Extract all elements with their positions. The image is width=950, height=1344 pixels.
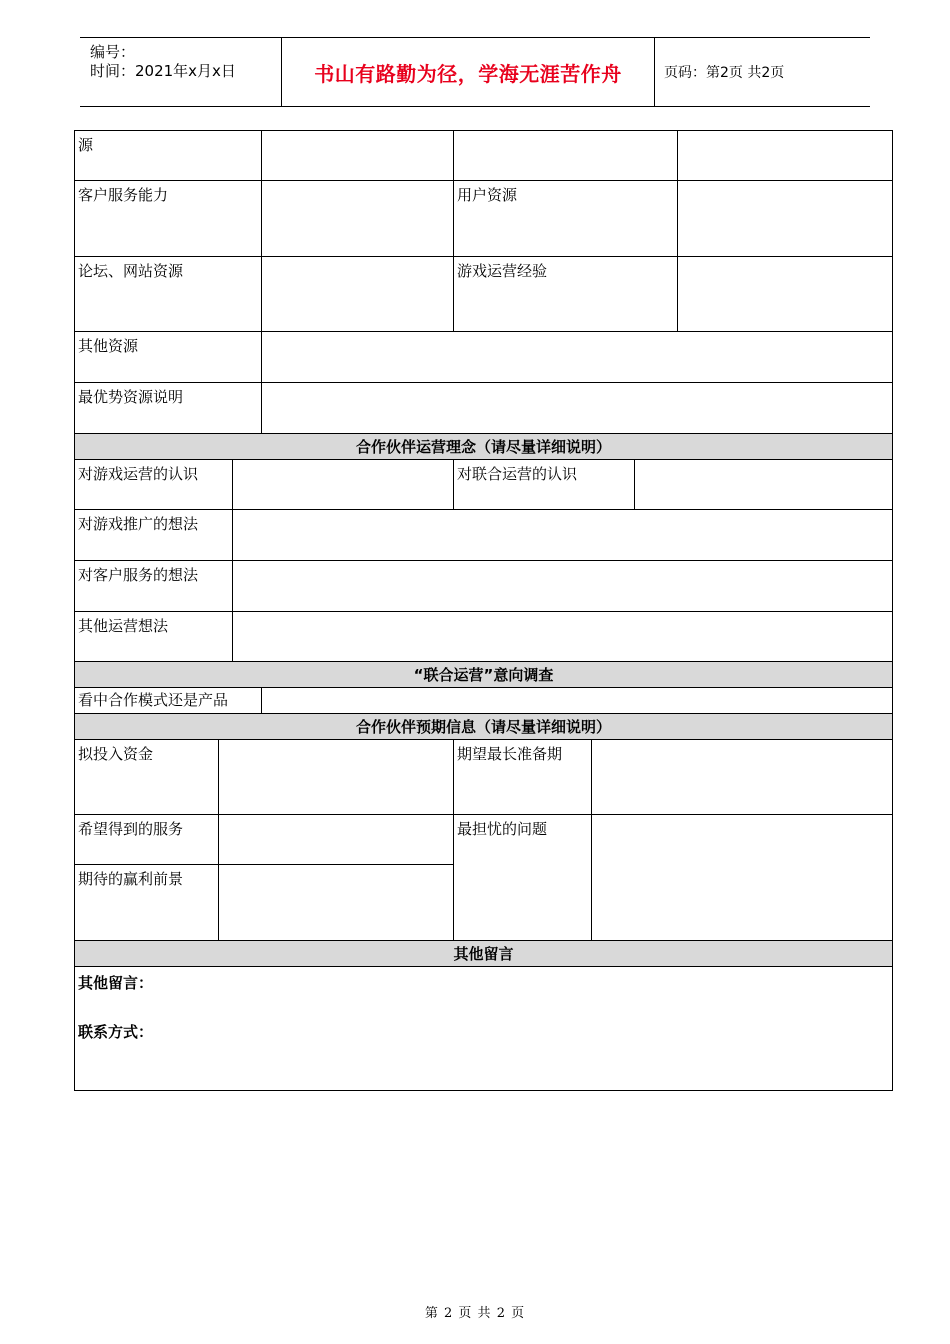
field-game-ops-experience[interactable] [677,256,893,332]
field-other-ops-ideas[interactable] [232,611,893,662]
field-model-or-product[interactable] [261,687,893,714]
header-meta [80,38,280,106]
section-title-philosophy: 合作伙伴运营理念（请尽量详细说明） [74,433,893,460]
section-title-expectations: 合作伙伴预期信息（请尽量详细说明） [74,713,893,740]
label-biggest-concern: 最担忧的问题 [453,814,592,941]
field-resources-cont[interactable] [261,130,454,181]
field-expected-profit[interactable] [218,864,454,941]
field-planned-investment[interactable] [218,739,454,815]
label-expected-profit: 期待的赢利前景 [74,864,219,941]
section-title-survey: “联合运营”意向调查 [74,661,893,688]
header-page-info: 页码：第2页 共2页 [664,65,785,81]
field-forum-site-resources[interactable] [261,256,454,332]
field-game-promo-ideas[interactable] [232,509,893,561]
header-number: 编号： [90,43,136,61]
field-biggest-concern[interactable] [591,814,893,941]
label-customer-service-capability: 客户服务能力 [74,180,262,257]
section-title-remarks: 其他留言 [74,940,893,967]
field-customer-service-capability[interactable] [261,180,454,257]
field-best-resource-desc[interactable] [261,382,893,434]
label-blank-1 [453,130,678,181]
label-contact: 联系方式： [78,1023,154,1041]
label-best-resource-desc: 最优势资源说明 [74,382,262,434]
header-time: 时间：2021年x月x日 [90,62,236,80]
label-desired-services: 希望得到的服务 [74,814,219,865]
field-user-resources[interactable] [677,180,893,257]
label-planned-investment: 拟投入资金 [74,739,219,815]
label-other-ops-ideas: 其他运营想法 [74,611,233,662]
field-customer-service-ideas[interactable] [232,560,893,612]
label-other-remarks: 其他留言： [78,974,154,992]
field-joint-ops-understanding[interactable] [634,459,893,510]
label-forum-site-resources: 论坛、网站资源 [74,256,262,332]
label-joint-ops-understanding: 对联合运营的认识 [453,459,635,510]
header-motto: 书山有路勤为径，学海无涯苦作舟 [314,61,622,86]
label-customer-service-ideas: 对客户服务的想法 [74,560,233,612]
header-motto-box [281,38,655,106]
field-game-ops-understanding[interactable] [232,459,454,510]
label-model-or-product: 看中合作模式还是产品 [74,687,262,714]
label-user-resources: 用户资源 [453,180,678,257]
label-game-promo-ideas: 对游戏推广的想法 [74,509,233,561]
label-resources-cont: 源 [74,130,262,181]
field-other-resources[interactable] [261,331,893,383]
label-game-ops-experience: 游戏运营经验 [453,256,678,332]
label-game-ops-understanding: 对游戏运营的认识 [74,459,233,510]
page-footer: 第 2 页 共 2 页 [424,1306,526,1321]
field-desired-services[interactable] [218,814,454,865]
field-max-prep-period[interactable] [591,739,893,815]
label-other-resources: 其他资源 [74,331,262,383]
remarks-box[interactable] [74,966,893,1091]
field-blank-1[interactable] [677,130,893,181]
label-max-prep-period: 期望最长准备期 [453,739,592,815]
page-header [80,37,870,107]
partner-form [74,130,893,1091]
